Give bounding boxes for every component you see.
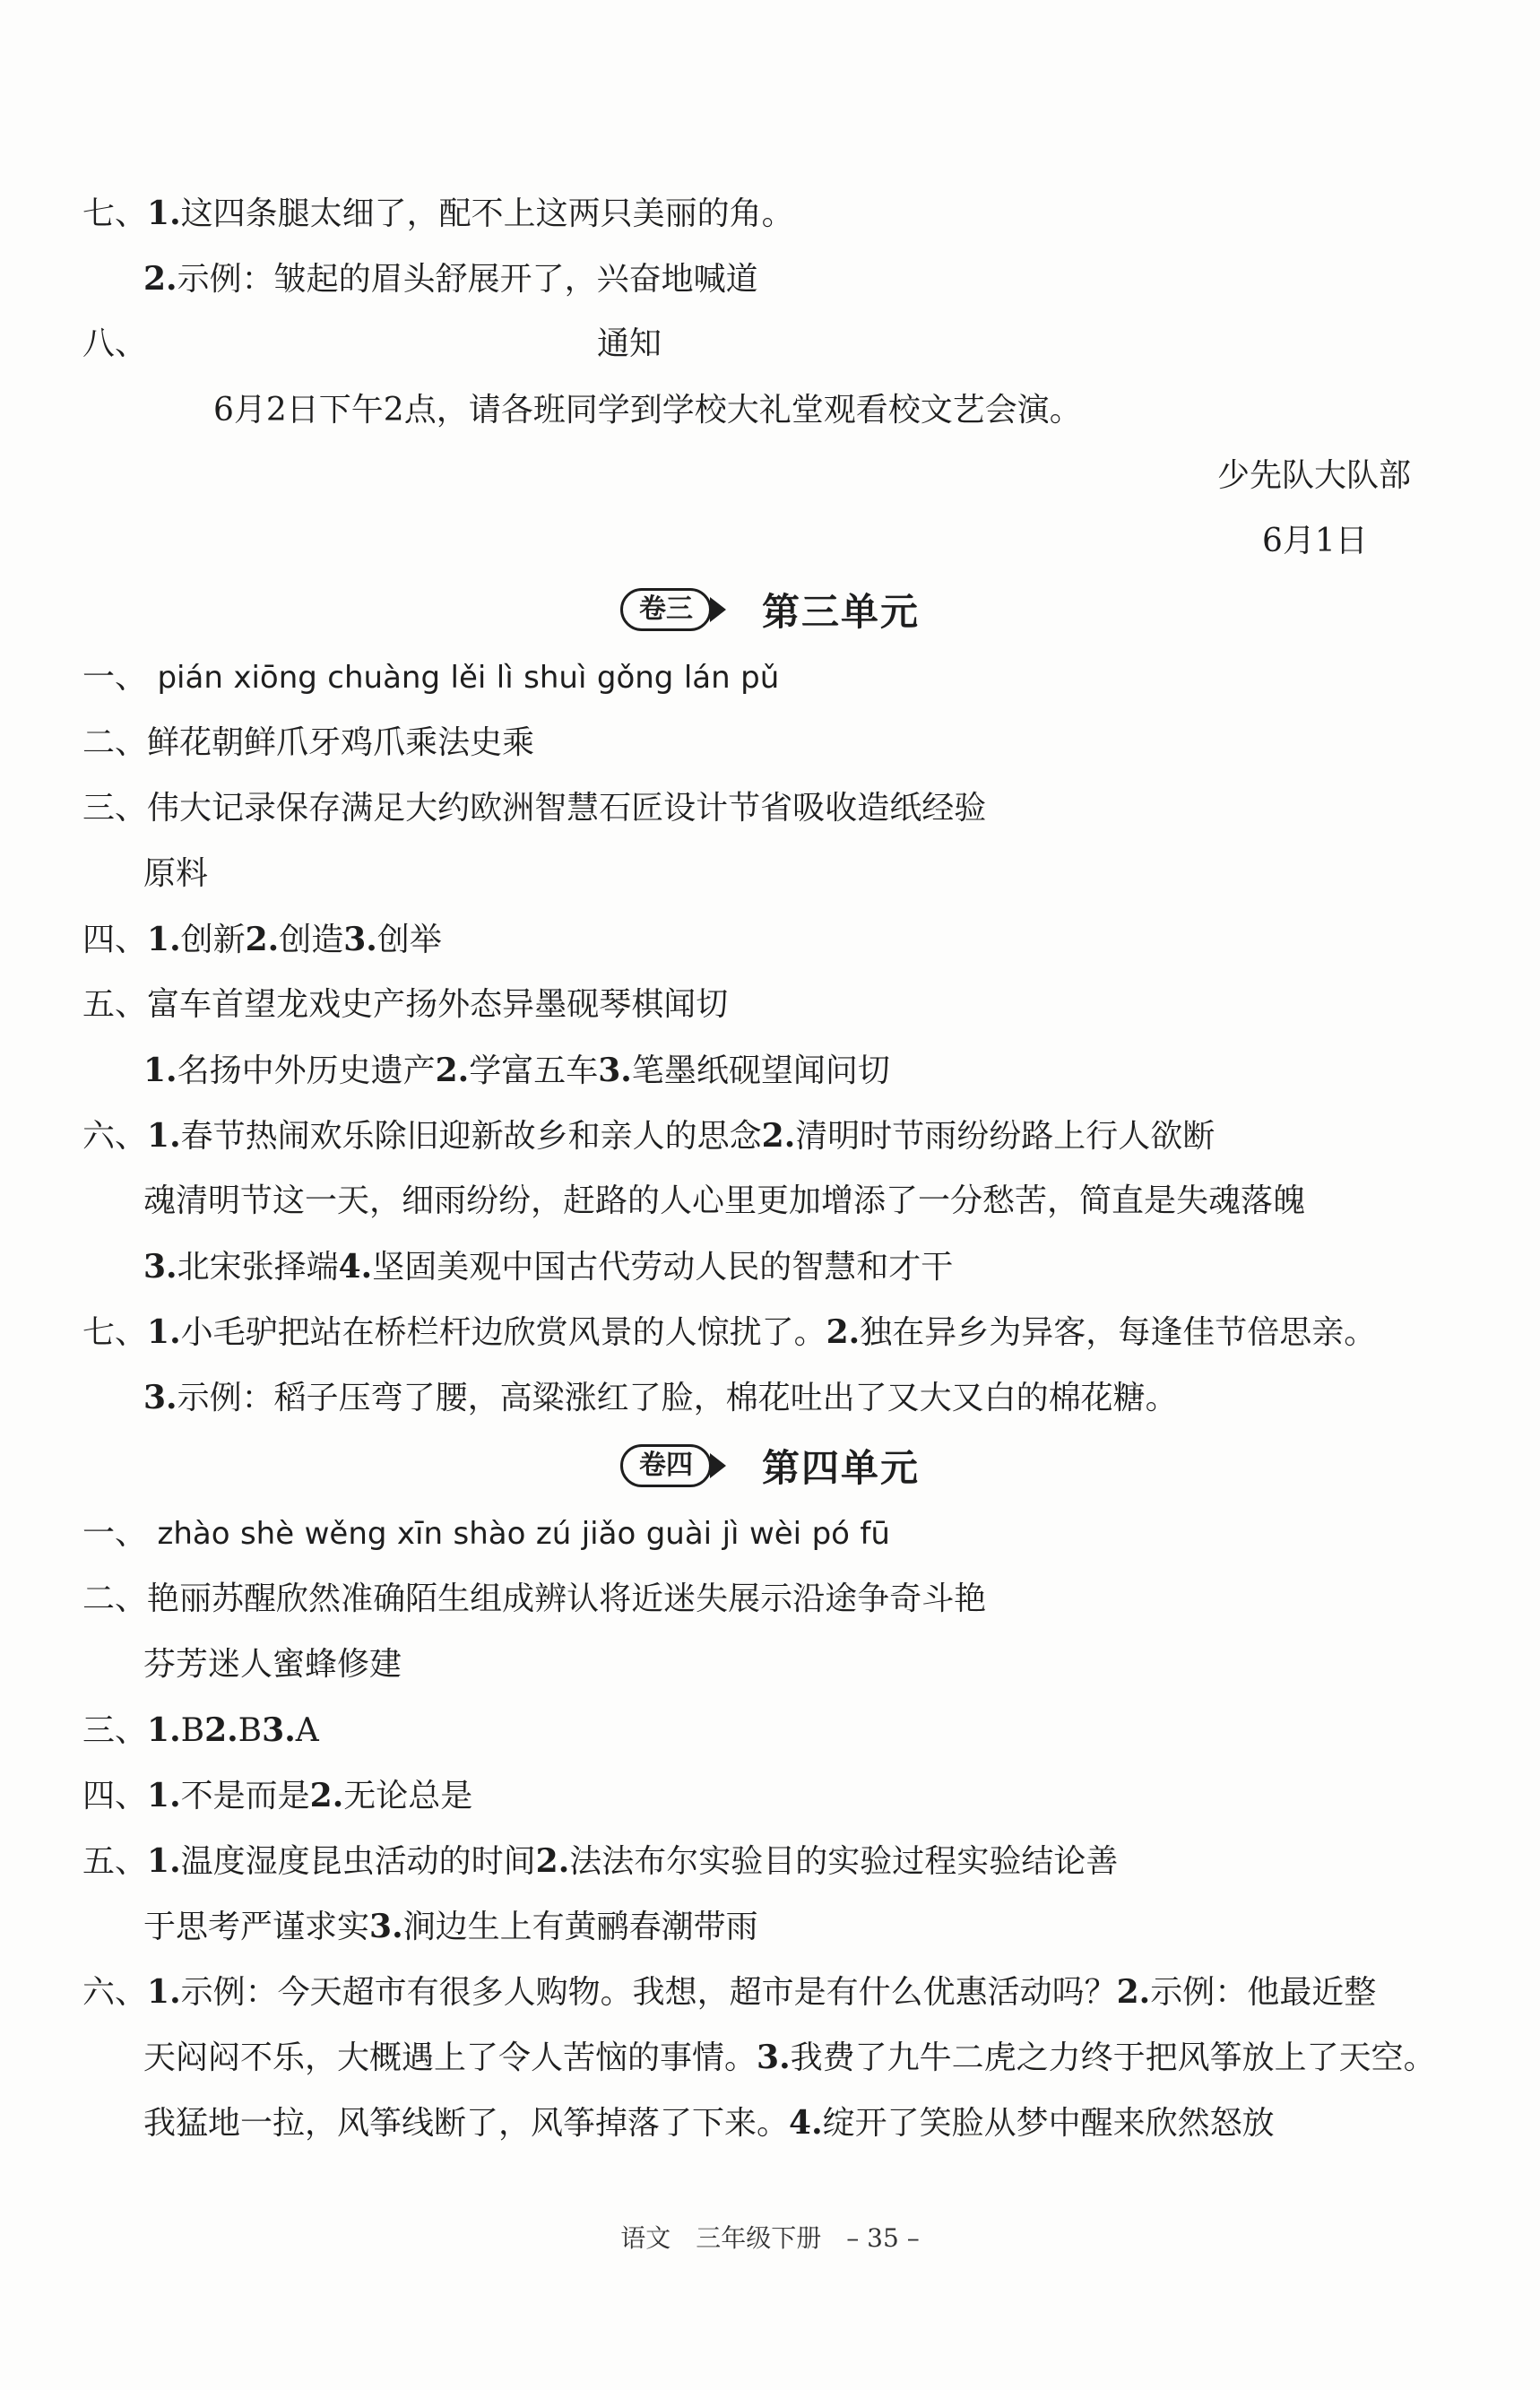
unit3-q4: 四、1.创新2.创造3.创举 (82, 921, 442, 958)
unit4-q1: 一、 zhào shè wěng xīn shào zú jiǎo guài jì wèi pó fū (82, 1515, 890, 1552)
arrow-right-icon (710, 597, 726, 622)
unit3-q7-line2: 3.示例：稻子压弯了腰，高粱涨红了脸，棉花吐出了又大又白的棉花糖。 (143, 1379, 1178, 1416)
unit4-title: 第四单元 (761, 1446, 920, 1490)
unit4-q5-line2: 于思考严谨求实3.涧边生上有黄鹂春潮带雨 (143, 1908, 758, 1945)
notice-body: 6月2日下午2点，请各班同学到学校大礼堂观看校文艺会演。 (213, 392, 1082, 429)
unit3-q2: 二、鲜花朝鲜爪牙鸡爪乘法史乘 (82, 724, 535, 761)
unit3-q3: 三、伟大记录保存满足大约欧洲智慧石匠设计节省吸收造纸经验 (82, 790, 987, 827)
unit4-q6-line3: 我猛地一拉，风筝线断了，风筝掉落了下来。4.绽开了笑脸从梦中醒来欣然怒放 (143, 2104, 1275, 2142)
arrow-right-icon (710, 1453, 726, 1478)
unit4-q2-line2: 芬芳迷人蜜蜂修建 (143, 1646, 402, 1683)
unit4-header (0, 1437, 1540, 1494)
unit3-q6-line2: 魂清明节这一天，细雨纷纷，赶路的人心里更加增添了一分愁苦，简直是失魂落魄 (143, 1182, 1306, 1219)
notice-date: 6月1日 (1262, 523, 1368, 559)
notice-sign: 少先队大队部 (1217, 457, 1412, 494)
unit4-q4: 四、1.不是而是2.无论总是 (82, 1777, 473, 1814)
unit4-q2: 二、艳丽苏醒欣然准确陌生组成辨认将近迷失展示沿途争奇斗艳 (82, 1580, 987, 1617)
unit3-q1: 一、 pián xiōng chuàng lěi lì shuì gǒng lán pǔ (82, 659, 780, 696)
unit3-q7-line1: 七、1.小毛驴把站在桥栏杆边欣赏风景的人惊扰了。2.独在异乡为异客，每逢佳节倍思亲。 (82, 1313, 1377, 1351)
page-footer: 语文 三年级下册 – 35 – (620, 2223, 920, 2253)
unit3-badge: 卷三 (620, 588, 726, 631)
top-q7-line2: 2.示例：皱起的眉头舒展开了，兴奋地喊道 (143, 260, 758, 298)
unit3-q5: 五、富车首望龙戏史产扬外态异墨砚琴棋闻切 (82, 986, 729, 1023)
unit3-header (0, 581, 1540, 638)
notice-title: 通知 (597, 325, 662, 362)
top-q7-line1: 七、1.这四条腿太细了，配不上这两只美丽的角。 (82, 195, 794, 232)
unit4-q3: 三、1.B2.B3.A (82, 1711, 319, 1749)
unit3-q3-line2: 原料 (143, 855, 209, 892)
unit3-q6-line3: 3.北宋张择端4.坚固美观中国古代劳动人民的智慧和才干 (143, 1248, 954, 1286)
unit4-badge: 卷四 (620, 1444, 726, 1487)
unit3-title: 第三单元 (761, 590, 920, 634)
top-q8-label: 八、 (82, 325, 148, 362)
unit4-q6-line2: 天闷闷不乐，大概遇上了令人苦恼的事情。3.我费了九牛二虎之力终于把风筝放上了天空。 (143, 2039, 1436, 2076)
unit4-q6-line1: 六、1.示例：今天超市有很多人购物。我想，超市是有什么优惠活动吗？2.示例：他最近整 (82, 1973, 1377, 2011)
unit3-q6-line1: 六、1.春节热闹欢乐除旧迎新故乡和亲人的思念2.清明时节雨纷纷路上行人欲断 (82, 1117, 1216, 1155)
unit4-q5-line1: 五、1.温度湿度昆虫活动的时间2.法法布尔实验目的实验过程实验结论善 (82, 1842, 1119, 1880)
unit3-q5-line2: 1.名扬中外历史遗产2.学富五车3.笔墨纸砚望闻问切 (143, 1052, 890, 1089)
